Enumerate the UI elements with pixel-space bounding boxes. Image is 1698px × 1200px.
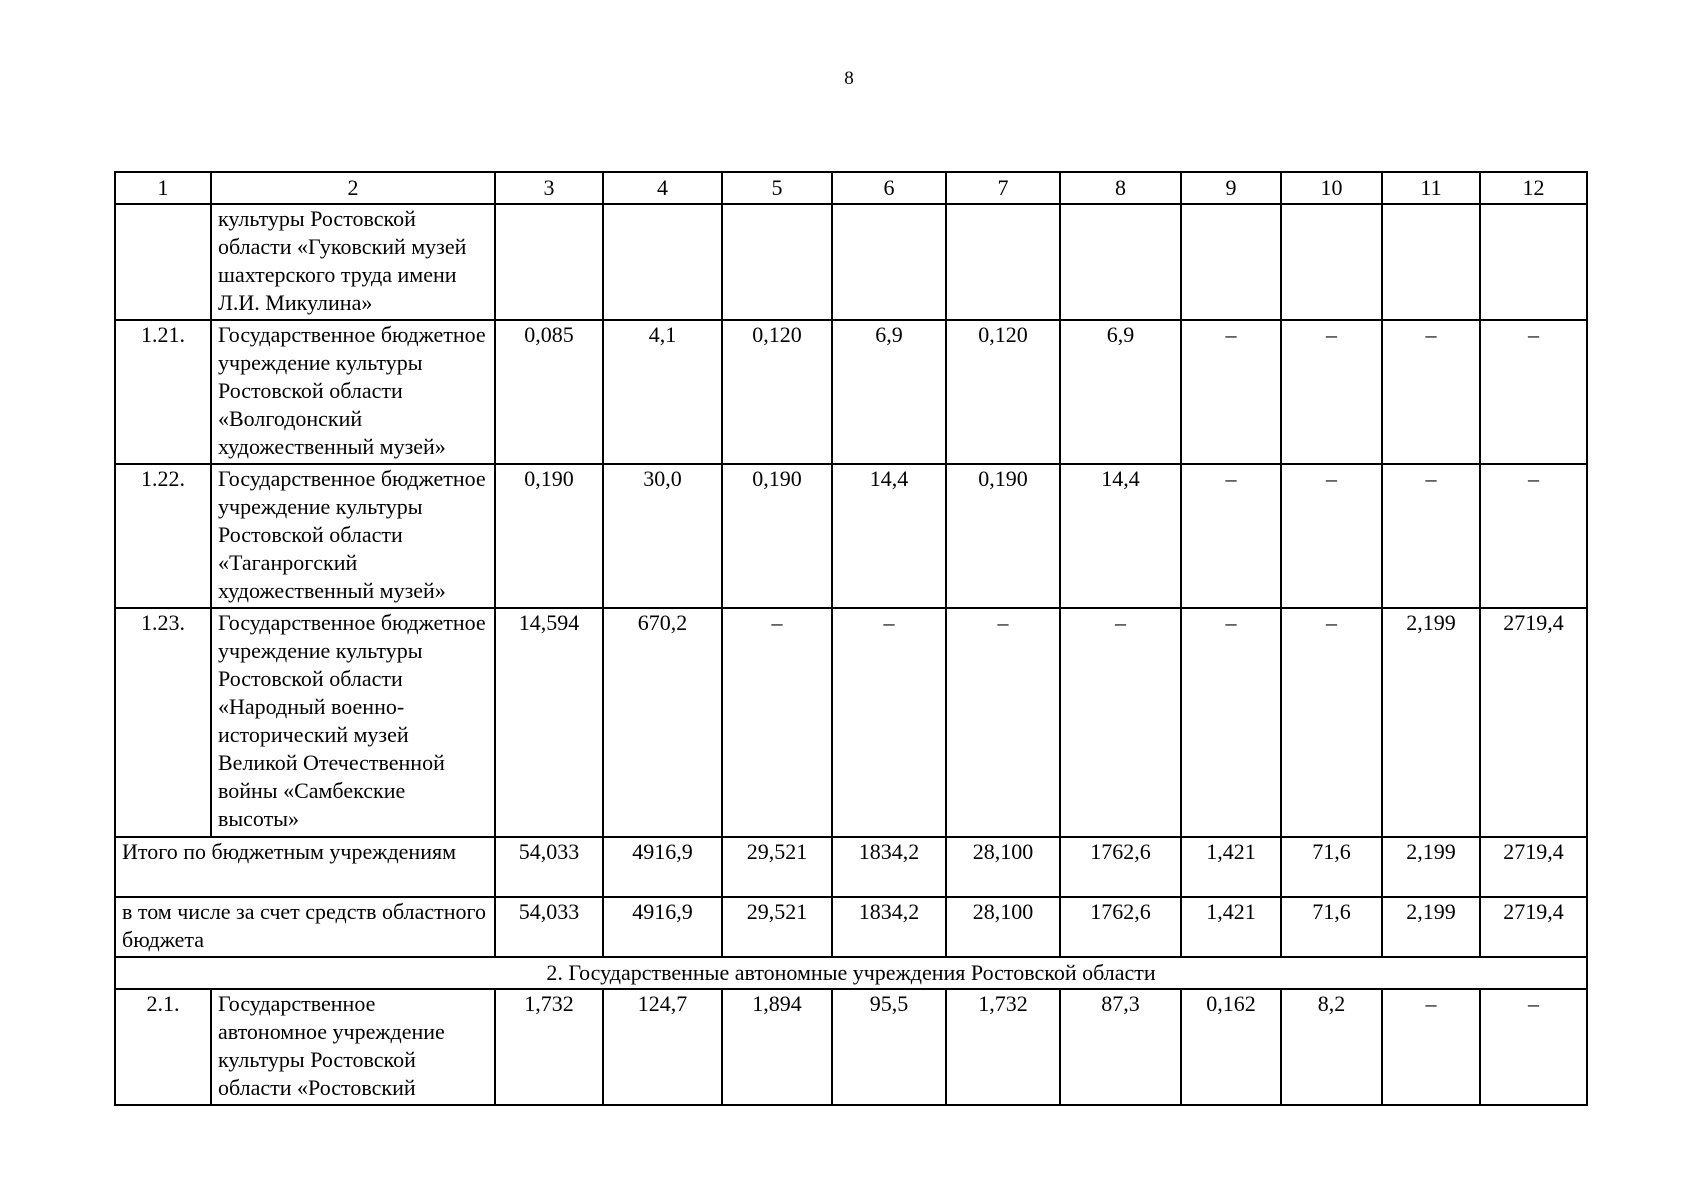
institution-name: Государственное бюджетное учреждение культуры Ростовской области «Волгодонский художественный музей»: [211, 320, 495, 464]
row-number: 1.22.: [115, 464, 211, 608]
header-cell: 12: [1480, 172, 1587, 204]
value-cell: 28,100: [946, 837, 1060, 897]
header-cell: 10: [1281, 172, 1382, 204]
value-cell: [1382, 204, 1480, 320]
value-cell: 95,5: [832, 989, 946, 1105]
section-heading-row: [115, 957, 1587, 989]
header-cell: 6: [832, 172, 946, 204]
value-cell: –: [1281, 320, 1382, 464]
value-cell: 124,7: [603, 989, 722, 1105]
value-cell: –: [1281, 464, 1382, 608]
value-cell: 29,521: [722, 837, 832, 897]
value-cell: 6,9: [832, 320, 946, 464]
table-row: [115, 204, 1587, 320]
header-cell: 5: [722, 172, 832, 204]
header-cell: 9: [1181, 172, 1281, 204]
value-cell: –: [1480, 989, 1587, 1105]
value-cell: 2,199: [1382, 608, 1480, 837]
value-cell: 1834,2: [832, 897, 946, 957]
value-cell: [946, 204, 1060, 320]
value-cell: 2719,4: [1480, 837, 1587, 897]
value-cell: 1,732: [495, 989, 603, 1105]
value-cell: 14,4: [1060, 464, 1181, 608]
data-table: [114, 171, 1588, 1106]
value-cell: 4916,9: [603, 837, 722, 897]
value-cell: –: [1181, 608, 1281, 837]
table-row: [115, 989, 1587, 1105]
value-cell: 0,190: [946, 464, 1060, 608]
value-cell: 8,2: [1281, 989, 1382, 1105]
value-cell: [1060, 204, 1181, 320]
institution-name: Государственное бюджетное учреждение культуры Ростовской области «Народный военно-исторический музей Великой Отечественной войны «Самбекские высоты»: [211, 608, 495, 837]
page-number: 8: [844, 68, 854, 89]
value-cell: 71,6: [1281, 897, 1382, 957]
header-cell: 2: [211, 172, 495, 204]
value-cell: 29,521: [722, 897, 832, 957]
value-cell: 1,421: [1181, 897, 1281, 957]
value-cell: –: [722, 608, 832, 837]
value-cell: [722, 204, 832, 320]
value-cell: 0,120: [946, 320, 1060, 464]
value-cell: 6,9: [1060, 320, 1181, 464]
value-cell: 87,3: [1060, 989, 1181, 1105]
institution-name: Государственное автономное учреждение культуры Ростовской области «Ростовский: [211, 989, 495, 1105]
value-cell: 4916,9: [603, 897, 722, 957]
value-cell: –: [1382, 464, 1480, 608]
value-cell: 30,0: [603, 464, 722, 608]
value-cell: 0,120: [722, 320, 832, 464]
value-cell: –: [832, 608, 946, 837]
value-cell: 2,199: [1382, 897, 1480, 957]
value-cell: 0,162: [1181, 989, 1281, 1105]
value-cell: 2719,4: [1480, 608, 1587, 837]
table-row: [115, 608, 1587, 837]
value-cell: 14,594: [495, 608, 603, 837]
value-cell: 1,421: [1181, 837, 1281, 897]
table-row: [115, 320, 1587, 464]
value-cell: 54,033: [495, 837, 603, 897]
header-cell: 1: [115, 172, 211, 204]
subtotal-label: в том числе за счет средств областного бюджета: [115, 897, 495, 957]
institution-name: Государственное бюджетное учреждение культуры Ростовской области «Таганрогский художественный музей»: [211, 464, 495, 608]
value-cell: –: [1382, 989, 1480, 1105]
value-cell: –: [1480, 464, 1587, 608]
value-cell: [832, 204, 946, 320]
value-cell: 28,100: [946, 897, 1060, 957]
value-cell: 71,6: [1281, 837, 1382, 897]
value-cell: –: [1060, 608, 1181, 837]
table-row: [115, 464, 1587, 608]
value-cell: 0,190: [495, 464, 603, 608]
row-number: [115, 204, 211, 320]
value-cell: 14,4: [832, 464, 946, 608]
value-cell: 1834,2: [832, 837, 946, 897]
header-row: [115, 172, 1587, 204]
value-cell: [603, 204, 722, 320]
total-label: Итого по бюджетным учреждениям: [115, 837, 495, 897]
value-cell: [1181, 204, 1281, 320]
value-cell: –: [1382, 320, 1480, 464]
value-cell: 0,190: [722, 464, 832, 608]
header-cell: 3: [495, 172, 603, 204]
header-cell: 11: [1382, 172, 1480, 204]
value-cell: 4,1: [603, 320, 722, 464]
value-cell: 1,732: [946, 989, 1060, 1105]
value-cell: 1,894: [722, 989, 832, 1105]
subtotal-row: [115, 897, 1587, 957]
value-cell: –: [1480, 320, 1587, 464]
value-cell: –: [946, 608, 1060, 837]
total-row: [115, 837, 1587, 897]
value-cell: [1281, 204, 1382, 320]
row-number: 1.23.: [115, 608, 211, 837]
header-cell: 8: [1060, 172, 1181, 204]
value-cell: –: [1181, 320, 1281, 464]
value-cell: 2719,4: [1480, 897, 1587, 957]
value-cell: 54,033: [495, 897, 603, 957]
row-number: 1.21.: [115, 320, 211, 464]
value-cell: 0,085: [495, 320, 603, 464]
value-cell: 2,199: [1382, 837, 1480, 897]
value-cell: [495, 204, 603, 320]
header-cell: 4: [603, 172, 722, 204]
value-cell: –: [1181, 464, 1281, 608]
value-cell: –: [1281, 608, 1382, 837]
value-cell: 670,2: [603, 608, 722, 837]
section-heading: 2. Государственные автономные учреждения Ростовской области: [115, 957, 1587, 989]
value-cell: 1762,6: [1060, 837, 1181, 897]
value-cell: 1762,6: [1060, 897, 1181, 957]
row-number: 2.1.: [115, 989, 211, 1105]
value-cell: [1480, 204, 1587, 320]
institution-name: культуры Ростовской области «Гуковский музей шахтерского труда имени Л.И. Микулина»: [211, 204, 495, 320]
header-cell: 7: [946, 172, 1060, 204]
